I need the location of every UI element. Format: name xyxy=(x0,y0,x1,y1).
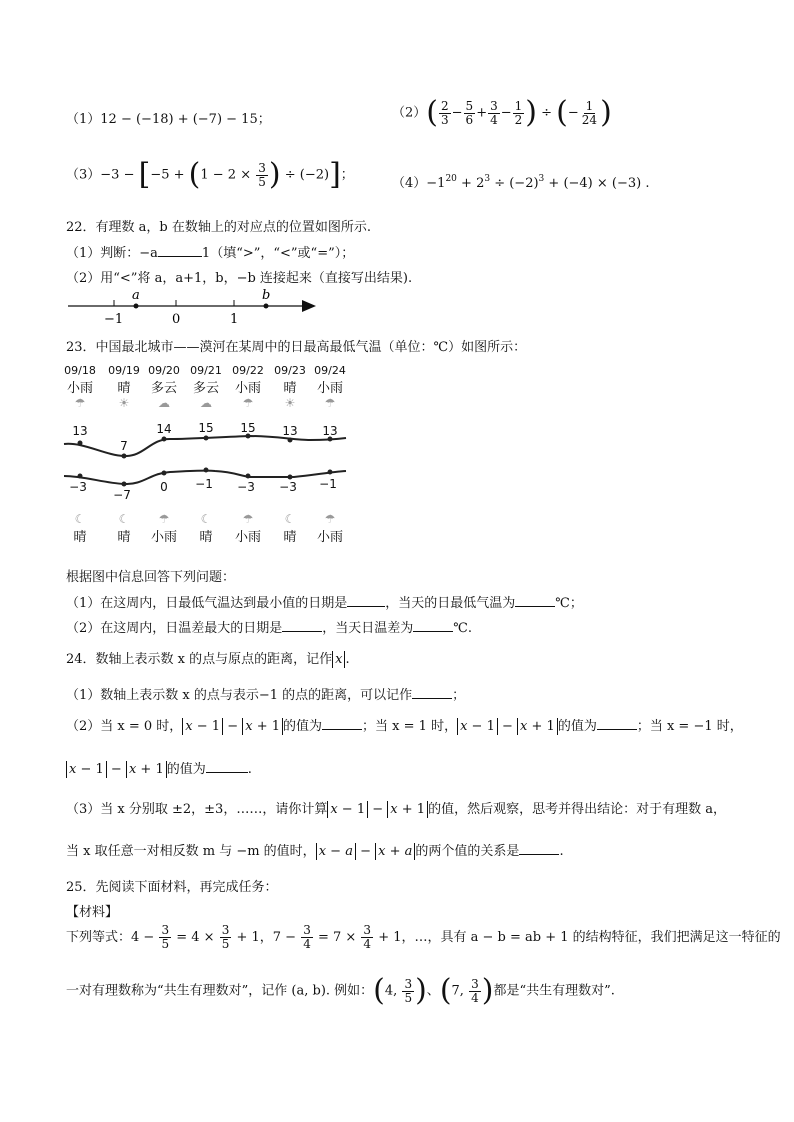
q24-sub2-blank-3[interactable] xyxy=(206,772,248,773)
q22-sub1 xyxy=(66,242,354,261)
weather-chart xyxy=(60,360,350,555)
q24-sub2-text-a: （2）当 x = 0 时， xyxy=(66,719,183,734)
q23-sub1-blank-date[interactable] xyxy=(347,606,385,607)
q22-sub1-text-a: （1）判断：−a xyxy=(66,246,158,261)
rain-icon: ☂ xyxy=(74,396,86,410)
q22-title: 22．有理数 a，b 在数轴上的对应点的位置如图所示. xyxy=(66,220,372,235)
q22-sub1-blank[interactable] xyxy=(158,256,202,257)
q24-sub2-text-c: ；当 x = 1 时， xyxy=(362,719,458,734)
night-col xyxy=(104,512,144,545)
q21-part4: $(4)-1^{20} + 2^3 \div (-2)^3 + (-4) \times (-3)$ . xyxy=(392,174,650,191)
low-temp-label: −1 xyxy=(319,477,337,491)
rain-icon: ☂ xyxy=(324,512,336,526)
date-label: 09/23 xyxy=(274,364,306,377)
night-weather: 晴 xyxy=(73,530,87,545)
q25-line2: 一对有理数称为“共生有理数对”，记作 (a, b). 例如：(4, $\frac{3}{5}$ )、(7, $\frac{3}{4}$ )都是“共生有理数对”. xyxy=(66,973,615,1008)
cloudy-icon: ☁ xyxy=(158,396,170,410)
weather-col-0918 xyxy=(60,364,100,410)
q23-intro: 根据图中信息回答下列问题： xyxy=(66,570,236,585)
night-weather: 小雨 xyxy=(234,530,261,545)
night-weather: 晴 xyxy=(199,530,213,545)
night-weather: 晴 xyxy=(283,530,297,545)
q22-sub2: （2）用“<”将 a，a+1，b，−b 连接起来（直接写出结果). xyxy=(66,271,413,286)
date-label: 09/19 xyxy=(108,364,140,377)
axis-label-zero: 0 xyxy=(172,312,181,326)
q21-part2-label: （2） xyxy=(392,105,427,121)
q24-sub2: （2）当 x = 0 时， x − 1 − x + 1 的值为 ；当 x = 1 时， x − 1 − x + 1 的值为 ；当 x = −1 时， xyxy=(66,719,743,734)
q23-sub1-text-c: ℃； xyxy=(555,596,583,611)
high-temp-label: 14 xyxy=(156,422,172,436)
night-col xyxy=(144,512,184,545)
q24-sub3-blank[interactable] xyxy=(519,854,559,855)
q23-sub2-blank-diff[interactable] xyxy=(413,631,453,632)
q24-sub2-cont: x − 1 − x + 1 的值为 . xyxy=(66,758,252,778)
high-temp-label: 15 xyxy=(240,421,256,435)
q24-sub3: （3）当 x 分别取 ±2，±3，……，请你计算 x − 1 − x + 1 的值，然后观察，思考并得出结论：对于有理数 a， xyxy=(66,802,726,817)
q24-sub2-text-b: 的值为 xyxy=(283,719,323,734)
night-weather: 小雨 xyxy=(150,530,177,545)
q24-sub1 xyxy=(66,684,465,703)
q21-part4-label: （4） xyxy=(392,176,427,191)
q25-line1: 下列等式：4 − $\frac{3}{5}$ = 4 × $\frac{3}{5}$ + 1，7 − $\frac{3}{4}$ = 7 × $\frac{3}{4}$ + 1，…，具有 a − b = ab + 1 的结构特征，我们把满足这一特征的 xyxy=(66,923,781,951)
day-weather: 多云 xyxy=(192,381,219,396)
night-col xyxy=(270,512,310,545)
q23-sub2-text-c: ℃. xyxy=(453,621,472,636)
q24-sub2-text-g: . xyxy=(247,762,252,777)
q23-title: 23．中国最北城市——漠河在某周中的日最高最低气温（单位：℃）如图所示： xyxy=(66,340,527,355)
day-weather: 小雨 xyxy=(316,381,343,396)
high-temp-label: 13 xyxy=(282,424,298,438)
weather-col-0919 xyxy=(104,364,144,410)
day-weather: 晴 xyxy=(283,381,297,396)
q23-sub1-text-a: （1）在这周内，日最低气温达到最小值的日期是 xyxy=(66,596,348,611)
weather-col-0922 xyxy=(228,364,268,410)
night-weather: 小雨 xyxy=(316,530,343,545)
q23-sub2-text-a: （2）在这周内，日温差最大的日期是 xyxy=(66,621,283,636)
q23-sub1-text-b: ，当天的日最低气温为 xyxy=(385,596,516,611)
q21-part3-label: （3） xyxy=(66,167,101,183)
weather-col-0921 xyxy=(186,364,226,410)
date-label: 09/18 xyxy=(64,364,96,377)
date-label: 09/22 xyxy=(232,364,264,377)
low-temp-label: −3 xyxy=(69,480,87,494)
q24-sub1-end: ； xyxy=(452,688,466,703)
rain-icon: ☂ xyxy=(324,396,336,410)
q25-title: 25．先阅读下面材料，再完成任务： xyxy=(66,880,278,895)
q24-title: 24．数轴上表示数 x 的点与原点的距离，记作 x . xyxy=(66,652,350,667)
q23-sub1-blank-temp[interactable] xyxy=(515,606,555,607)
cloudy-icon: ☁ xyxy=(200,396,212,410)
q24-sub3-text-b: 的值，然后观察，思考并得出结论：对于有理数 a， xyxy=(428,802,726,817)
q23-sub2 xyxy=(66,617,472,636)
point-a-label: a xyxy=(132,288,140,303)
q25-line1-text-b: ，具有 a − b = ab + 1 的结构特征，我们把满足这一特征的 xyxy=(427,930,781,945)
point-a xyxy=(134,304,139,309)
point-b xyxy=(264,304,269,309)
q21-part1 xyxy=(66,108,271,127)
q24-title-text: 24．数轴上表示数 x 的点与原点的距离，记作 xyxy=(66,652,333,667)
q24-sub3-text-a: （3）当 x 分别取 ±2，±3，……，请你计算 xyxy=(66,802,328,817)
date-label: 09/24 xyxy=(314,364,346,377)
q21-part1-expr: 12 − (−18) + (−7) − 15； xyxy=(100,112,271,127)
moon-icon: ☾ xyxy=(118,512,130,526)
high-temp-label: 15 xyxy=(198,421,214,435)
q23-sub2-text-b: ，当天日温差为 xyxy=(322,621,414,636)
date-label: 09/21 xyxy=(190,364,222,377)
weather-col-0920 xyxy=(144,364,184,410)
axis-label-minus-one: −1 xyxy=(104,312,124,326)
high-temp-label: 13 xyxy=(322,424,338,438)
low-temp-label: −1 xyxy=(195,477,213,491)
rain-icon: ☂ xyxy=(158,512,170,526)
high-temp-label: 7 xyxy=(120,439,128,453)
q24-sub1-text: （1）数轴上表示数 x 的点与表示−1 的点的距离，可以记作 xyxy=(66,688,413,703)
rain-icon: ☂ xyxy=(242,396,254,410)
q24-sub1-blank[interactable] xyxy=(412,698,452,699)
night-col xyxy=(186,512,226,545)
q24-title-end: . xyxy=(345,652,350,667)
q24-sub3-text-d: 的两个值的关系是 xyxy=(415,844,520,859)
q23-sub2-blank-date[interactable] xyxy=(282,631,322,632)
moon-icon: ☾ xyxy=(74,512,86,526)
number-line-arrow xyxy=(302,300,316,312)
axis-label-one: 1 xyxy=(230,312,239,326)
night-col xyxy=(310,512,350,545)
night-col xyxy=(228,512,268,545)
q25-line2-text-a: 一对有理数称为“共生有理数对”，记作 (a, b). 例如： xyxy=(66,983,374,999)
weather-col-0923 xyxy=(270,364,310,410)
q24-sub3-text-c: 当 x 取任意一对相反数 m 与 −m 的值时， xyxy=(66,844,316,859)
moon-icon: ☾ xyxy=(200,512,212,526)
weather-col-0924 xyxy=(310,364,350,410)
low-temp-label: −7 xyxy=(113,488,131,502)
q24-sub2-text-f: 的值为 xyxy=(166,762,206,777)
q21-part1-label: （1） xyxy=(66,112,101,127)
point-b-label: b xyxy=(262,288,271,303)
q25-material: 【材料】 xyxy=(66,905,119,920)
q24-sub2-blank-2[interactable] xyxy=(597,729,637,730)
low-temp-label: 0 xyxy=(160,480,168,494)
sun-icon: ☀ xyxy=(284,396,296,410)
q22-sub1-text-b: 1（填“>”，“<”或“=”）； xyxy=(201,246,355,261)
q25-line1-text-a: 下列等式： xyxy=(66,930,132,945)
low-temp-label: −3 xyxy=(279,480,297,494)
q24-sub2-text-e: ；当 x = −1 时， xyxy=(636,719,743,734)
day-weather: 多云 xyxy=(150,381,177,396)
day-weather: 小雨 xyxy=(234,381,261,396)
moon-icon: ☾ xyxy=(284,512,296,526)
q21-part3: （3）−3 − [−5 + (1 − 2 × $\frac{3}{5}$ ) ÷ (−2)]； xyxy=(66,157,354,192)
low-temp-label: −3 xyxy=(237,480,255,494)
date-label: 09/20 xyxy=(148,364,180,377)
night-weather: 晴 xyxy=(117,530,131,545)
sun-icon: ☀ xyxy=(118,396,130,410)
q24-sub3-end: . xyxy=(559,844,564,859)
day-weather: 晴 xyxy=(117,381,131,396)
q25-line2-text-b: 都是“共生有理数对”. xyxy=(493,983,615,999)
night-col xyxy=(60,512,100,545)
q24-sub2-text-d: 的值为 xyxy=(557,719,597,734)
q24-sub3-cont: 当 x 取任意一对相反数 m 与 −m 的值时， x − a − x + a 的两个值的关系是 . xyxy=(66,844,564,859)
q24-sub2-blank-1[interactable] xyxy=(322,729,362,730)
q22-number-line xyxy=(66,286,326,326)
q21-part2: （2）( $\frac{2}{3}$ − $\frac{5}{6}$ + $\frac{3}{4}$ − $\frac{1}{2}$ ) ÷ (− $\frac{1}{24}$ ) xyxy=(392,95,612,130)
rain-icon: ☂ xyxy=(242,512,254,526)
day-weather: 小雨 xyxy=(66,381,93,396)
q23-sub1 xyxy=(66,592,583,611)
high-temp-label: 13 xyxy=(72,424,88,438)
